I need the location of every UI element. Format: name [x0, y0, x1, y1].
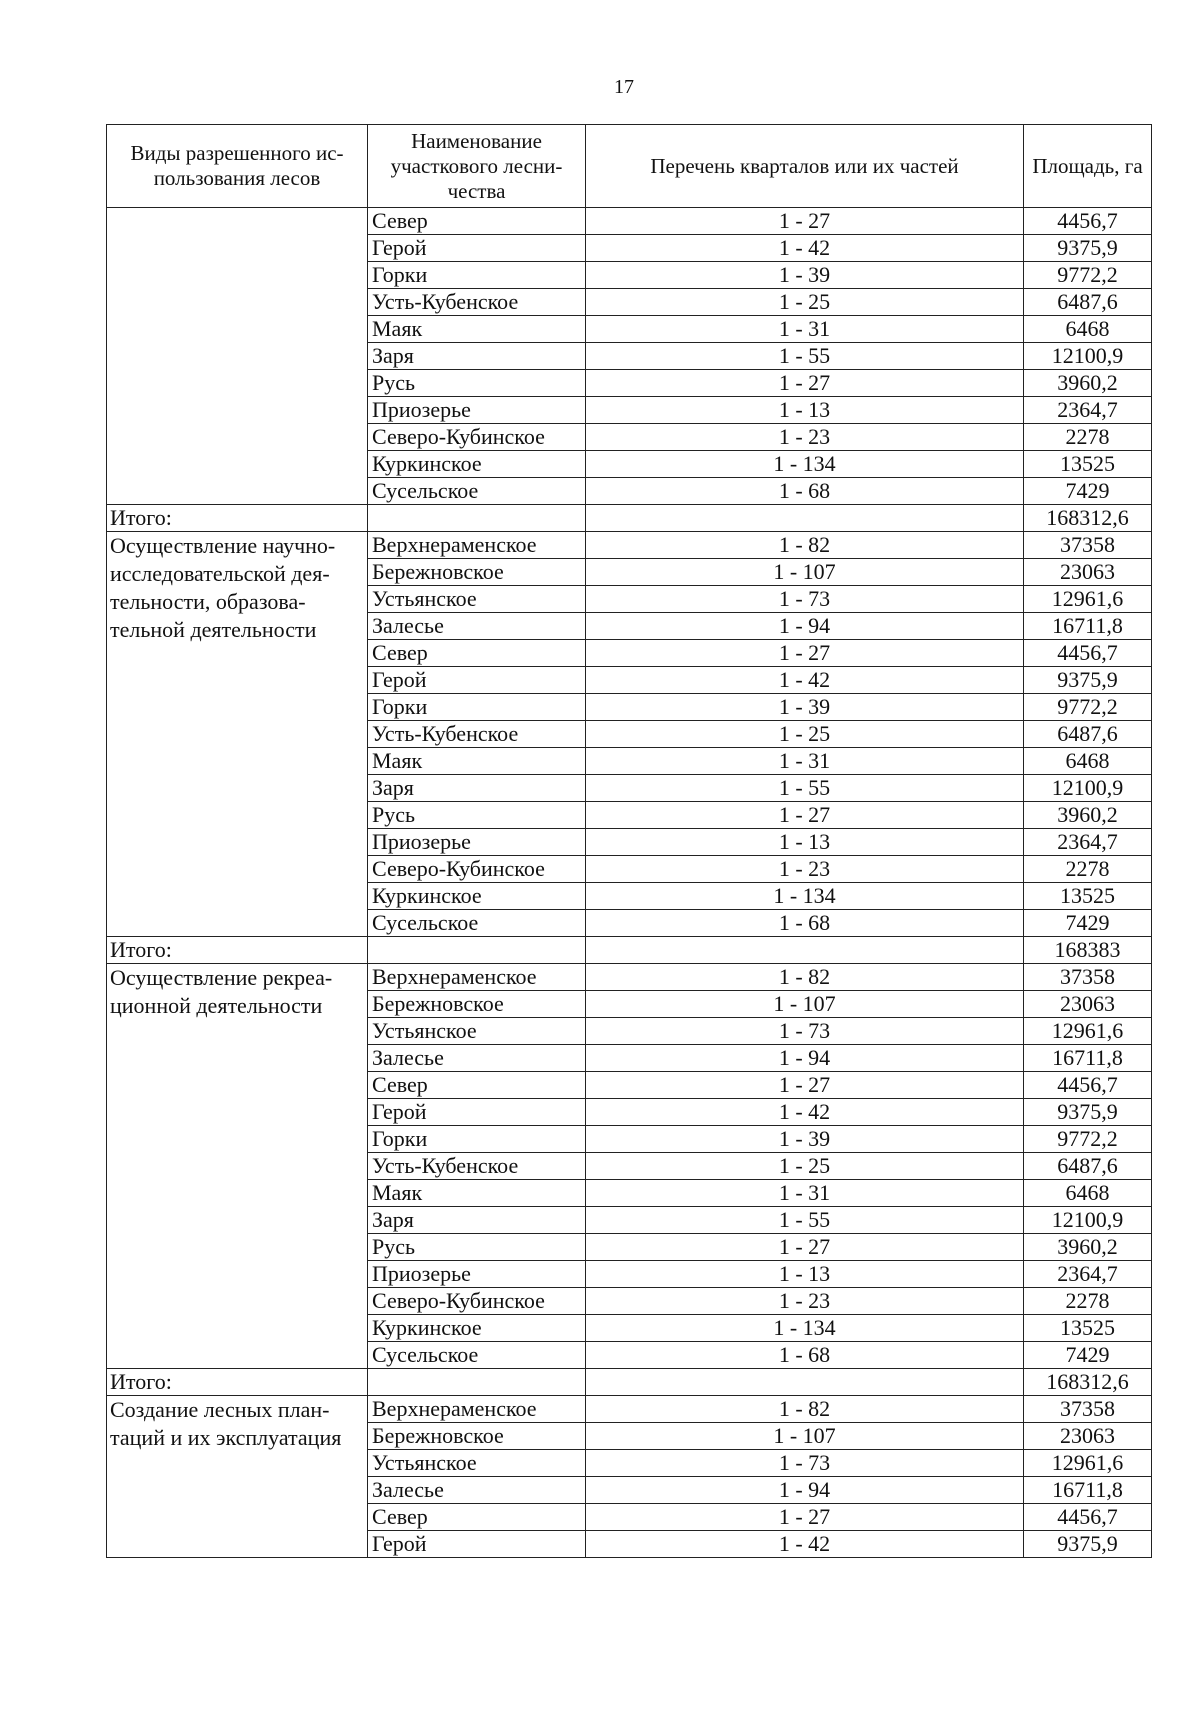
- area-cell: 6487,6: [1024, 1153, 1152, 1180]
- total-label: Итого:: [107, 937, 368, 964]
- quarters-cell: 1 - 27: [586, 370, 1024, 397]
- area-cell: 7429: [1024, 478, 1152, 505]
- header-area: Площадь, га: [1024, 125, 1152, 208]
- area-cell: 2364,7: [1024, 829, 1152, 856]
- empty-cell: [368, 505, 586, 532]
- area-cell: 4456,7: [1024, 1504, 1152, 1531]
- table-row: [107, 532, 1152, 559]
- use-type-cell: [107, 208, 368, 505]
- quarters-cell: 1 - 39: [586, 694, 1024, 721]
- area-cell: 12961,6: [1024, 586, 1152, 613]
- area-cell: 6468: [1024, 1180, 1152, 1207]
- area-cell: 12100,9: [1024, 343, 1152, 370]
- forestry-name-cell: Куркинское: [368, 451, 586, 478]
- forestry-name-cell: Верхнераменское: [368, 532, 586, 559]
- header-use-type: Виды разрешенного ис- пользования лесов: [107, 125, 368, 208]
- area-cell: 2278: [1024, 424, 1152, 451]
- quarters-cell: 1 - 82: [586, 1396, 1024, 1423]
- quarters-cell: 1 - 134: [586, 1315, 1024, 1342]
- area-cell: 9375,9: [1024, 667, 1152, 694]
- area-cell: 7429: [1024, 910, 1152, 937]
- area-cell: 4456,7: [1024, 208, 1152, 235]
- forestry-name-cell: Бережновское: [368, 559, 586, 586]
- table-body: [107, 208, 1152, 1558]
- quarters-cell: 1 - 39: [586, 262, 1024, 289]
- forestry-name-cell: Русь: [368, 370, 586, 397]
- area-cell: 12100,9: [1024, 775, 1152, 802]
- area-cell: 12100,9: [1024, 1207, 1152, 1234]
- forestry-name-cell: Усть-Кубенское: [368, 1153, 586, 1180]
- quarters-cell: 1 - 73: [586, 1018, 1024, 1045]
- forestry-name-cell: Маяк: [368, 748, 586, 775]
- quarters-cell: 1 - 55: [586, 1207, 1024, 1234]
- quarters-cell: 1 - 82: [586, 964, 1024, 991]
- forestry-name-cell: Залесье: [368, 613, 586, 640]
- forestry-name-cell: Сусельское: [368, 1342, 586, 1369]
- area-cell: 2278: [1024, 856, 1152, 883]
- forestry-name-cell: Заря: [368, 343, 586, 370]
- forestry-name-cell: Север: [368, 1504, 586, 1531]
- quarters-cell: 1 - 27: [586, 1504, 1024, 1531]
- forestry-name-cell: Герой: [368, 1099, 586, 1126]
- area-cell: 3960,2: [1024, 1234, 1152, 1261]
- quarters-cell: 1 - 27: [586, 802, 1024, 829]
- quarters-cell: 1 - 23: [586, 1288, 1024, 1315]
- table-row: [107, 1396, 1152, 1423]
- forestry-name-cell: Северо-Кубинское: [368, 1288, 586, 1315]
- quarters-cell: 1 - 31: [586, 316, 1024, 343]
- total-label: Итого:: [107, 1369, 368, 1396]
- forestry-name-cell: Маяк: [368, 316, 586, 343]
- forestry-name-cell: Север: [368, 1072, 586, 1099]
- forestry-name-cell: Верхнераменское: [368, 1396, 586, 1423]
- quarters-cell: 1 - 82: [586, 532, 1024, 559]
- quarters-cell: 1 - 25: [586, 1153, 1024, 1180]
- quarters-cell: 1 - 13: [586, 829, 1024, 856]
- quarters-cell: 1 - 68: [586, 1342, 1024, 1369]
- quarters-cell: 1 - 23: [586, 856, 1024, 883]
- forestry-name-cell: Сусельское: [368, 910, 586, 937]
- quarters-cell: 1 - 27: [586, 1234, 1024, 1261]
- quarters-cell: 1 - 23: [586, 424, 1024, 451]
- quarters-cell: 1 - 42: [586, 1531, 1024, 1558]
- area-cell: 16711,8: [1024, 613, 1152, 640]
- area-cell: 9772,2: [1024, 1126, 1152, 1153]
- forestry-name-cell: Усть-Кубенское: [368, 721, 586, 748]
- forestry-name-cell: Приозерье: [368, 1261, 586, 1288]
- forestry-name-cell: Северо-Кубинское: [368, 856, 586, 883]
- area-cell: 6468: [1024, 748, 1152, 775]
- quarters-cell: 1 - 94: [586, 613, 1024, 640]
- empty-cell: [368, 937, 586, 964]
- forestry-name-cell: Приозерье: [368, 397, 586, 424]
- quarters-cell: 1 - 107: [586, 991, 1024, 1018]
- area-cell: 12961,6: [1024, 1018, 1152, 1045]
- quarters-cell: 1 - 94: [586, 1477, 1024, 1504]
- quarters-cell: 1 - 68: [586, 910, 1024, 937]
- area-cell: 23063: [1024, 991, 1152, 1018]
- area-cell: 16711,8: [1024, 1477, 1152, 1504]
- area-cell: 3960,2: [1024, 802, 1152, 829]
- area-cell: 16711,8: [1024, 1045, 1152, 1072]
- total-value: 168383: [1024, 937, 1152, 964]
- total-row: [107, 1369, 1152, 1396]
- quarters-cell: 1 - 134: [586, 451, 1024, 478]
- forestry-name-cell: Горки: [368, 1126, 586, 1153]
- quarters-cell: 1 - 68: [586, 478, 1024, 505]
- forest-use-table: [106, 124, 1152, 1558]
- area-cell: 3960,2: [1024, 370, 1152, 397]
- empty-cell: [586, 1369, 1024, 1396]
- quarters-cell: 1 - 27: [586, 208, 1024, 235]
- area-cell: 13525: [1024, 883, 1152, 910]
- area-cell: 37358: [1024, 964, 1152, 991]
- forestry-name-cell: Бережновское: [368, 1423, 586, 1450]
- area-cell: 6487,6: [1024, 721, 1152, 748]
- forestry-name-cell: Север: [368, 640, 586, 667]
- forestry-name-cell: Герой: [368, 667, 586, 694]
- area-cell: 23063: [1024, 1423, 1152, 1450]
- quarters-cell: 1 - 13: [586, 397, 1024, 424]
- quarters-cell: 1 - 25: [586, 289, 1024, 316]
- quarters-cell: 1 - 31: [586, 1180, 1024, 1207]
- forestry-name-cell: Заря: [368, 1207, 586, 1234]
- area-cell: 13525: [1024, 451, 1152, 478]
- page-number: 17: [614, 76, 634, 98]
- use-type-cell: Осуществление научно- исследовательской дея- тельности, образова- тельной деятельности: [107, 532, 368, 937]
- quarters-cell: 1 - 42: [586, 235, 1024, 262]
- empty-cell: [368, 1369, 586, 1396]
- forestry-name-cell: Приозерье: [368, 829, 586, 856]
- quarters-cell: 1 - 31: [586, 748, 1024, 775]
- forestry-name-cell: Верхнераменское: [368, 964, 586, 991]
- area-cell: 9375,9: [1024, 1531, 1152, 1558]
- area-cell: 9772,2: [1024, 694, 1152, 721]
- area-cell: 37358: [1024, 1396, 1152, 1423]
- quarters-cell: 1 - 73: [586, 586, 1024, 613]
- table-row: [107, 208, 1152, 235]
- quarters-cell: 1 - 13: [586, 1261, 1024, 1288]
- total-value: 168312,6: [1024, 505, 1152, 532]
- forestry-name-cell: Залесье: [368, 1045, 586, 1072]
- header-forestry: Наименование участкового лесни-чества: [368, 125, 586, 208]
- total-value: 168312,6: [1024, 1369, 1152, 1396]
- total-row: [107, 937, 1152, 964]
- quarters-cell: 1 - 94: [586, 1045, 1024, 1072]
- forestry-name-cell: Север: [368, 208, 586, 235]
- forestry-name-cell: Русь: [368, 802, 586, 829]
- forestry-name-cell: Залесье: [368, 1477, 586, 1504]
- forestry-name-cell: Русь: [368, 1234, 586, 1261]
- area-cell: 9375,9: [1024, 235, 1152, 262]
- quarters-cell: 1 - 73: [586, 1450, 1024, 1477]
- quarters-cell: 1 - 134: [586, 883, 1024, 910]
- forestry-name-cell: Усть-Кубенское: [368, 289, 586, 316]
- area-cell: 12961,6: [1024, 1450, 1152, 1477]
- empty-cell: [586, 937, 1024, 964]
- forestry-name-cell: Устьянское: [368, 1450, 586, 1477]
- area-cell: 4456,7: [1024, 640, 1152, 667]
- forestry-name-cell: Герой: [368, 1531, 586, 1558]
- area-cell: 2278: [1024, 1288, 1152, 1315]
- header-quarters: Перечень кварталов или их частей: [586, 125, 1024, 208]
- quarters-cell: 1 - 55: [586, 343, 1024, 370]
- area-cell: 7429: [1024, 1342, 1152, 1369]
- area-cell: 13525: [1024, 1315, 1152, 1342]
- total-label: Итого:: [107, 505, 368, 532]
- area-cell: 2364,7: [1024, 1261, 1152, 1288]
- quarters-cell: 1 - 55: [586, 775, 1024, 802]
- quarters-cell: 1 - 25: [586, 721, 1024, 748]
- forestry-name-cell: Куркинское: [368, 1315, 586, 1342]
- area-cell: 2364,7: [1024, 397, 1152, 424]
- forestry-name-cell: Бережновское: [368, 991, 586, 1018]
- forestry-name-cell: Заря: [368, 775, 586, 802]
- quarters-cell: 1 - 107: [586, 559, 1024, 586]
- quarters-cell: 1 - 27: [586, 1072, 1024, 1099]
- area-cell: 9375,9: [1024, 1099, 1152, 1126]
- quarters-cell: 1 - 107: [586, 1423, 1024, 1450]
- quarters-cell: 1 - 42: [586, 667, 1024, 694]
- forestry-name-cell: Горки: [368, 262, 586, 289]
- use-type-cell: Осуществление рекреа- ционной деятельности: [107, 964, 368, 1369]
- forestry-name-cell: Сусельское: [368, 478, 586, 505]
- total-row: [107, 505, 1152, 532]
- forestry-name-cell: Куркинское: [368, 883, 586, 910]
- area-cell: 37358: [1024, 532, 1152, 559]
- area-cell: 4456,7: [1024, 1072, 1152, 1099]
- quarters-cell: 1 - 42: [586, 1099, 1024, 1126]
- empty-cell: [586, 505, 1024, 532]
- forestry-name-cell: Устьянское: [368, 1018, 586, 1045]
- quarters-cell: 1 - 39: [586, 1126, 1024, 1153]
- forestry-name-cell: Герой: [368, 235, 586, 262]
- table-row: [107, 964, 1152, 991]
- area-cell: 6468: [1024, 316, 1152, 343]
- forestry-name-cell: Маяк: [368, 1180, 586, 1207]
- table-header-row: [107, 125, 1152, 208]
- area-cell: 23063: [1024, 559, 1152, 586]
- area-cell: 6487,6: [1024, 289, 1152, 316]
- forestry-name-cell: Северо-Кубинское: [368, 424, 586, 451]
- use-type-cell: Создание лесных план- таций и их эксплуатация: [107, 1396, 368, 1558]
- quarters-cell: 1 - 27: [586, 640, 1024, 667]
- forestry-name-cell: Горки: [368, 694, 586, 721]
- forestry-name-cell: Устьянское: [368, 586, 586, 613]
- area-cell: 9772,2: [1024, 262, 1152, 289]
